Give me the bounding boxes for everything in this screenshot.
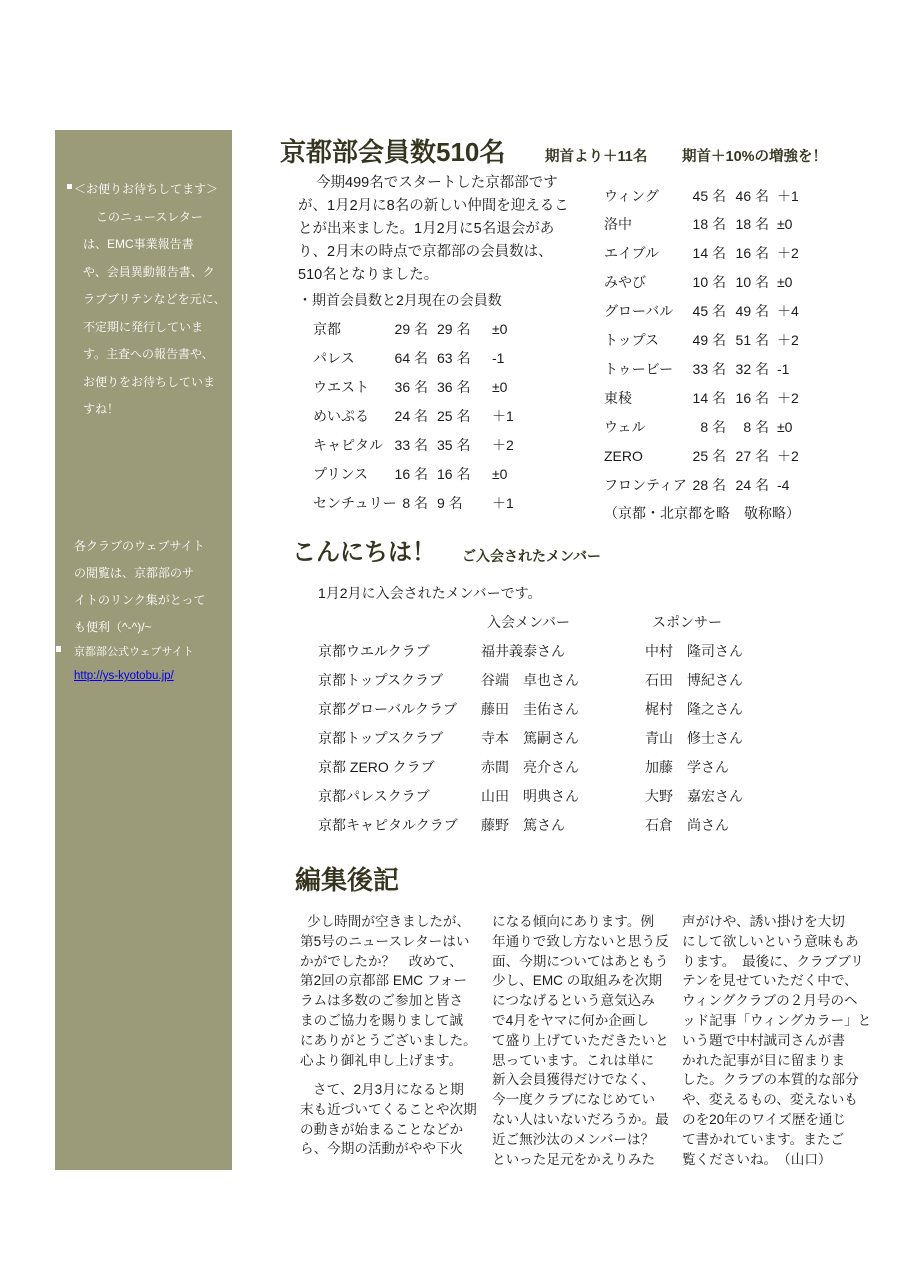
start-count: 45 名 [692,303,726,320]
start-count: 8 名 [402,494,428,511]
start-count: 29 名 [394,320,428,337]
member-change: ＋2 [492,436,514,453]
membership-goal: 期首＋10%の増強を！ [682,149,828,165]
notice-heading-text: ＜お便りお待ちしてます＞ [74,182,219,196]
editorial-line: ります。 最後に、クラブブリ [682,953,864,969]
editorial-line: のを20年のワイズ歴を通じ [682,1111,847,1127]
member-row [318,637,743,666]
editorial-line: した。クラブの本質的な部分 [682,1072,859,1088]
start-count: 36 名 [394,378,428,395]
editorial-line: さて、2月3月になると期 [313,1081,464,1097]
welcome-intro: 1月2月に入会されたメンバーです。 [318,584,542,601]
club-name: ウィング [604,187,659,204]
club-name: ZERO [604,447,643,464]
club-name: ウェル [604,418,646,435]
club-stat-row [313,460,514,489]
start-count: 24 名 [394,407,428,424]
club-stat-row [604,355,800,384]
start-count: 10 名 [692,274,726,291]
editorial-line: 思っています。これは単に [492,1052,655,1068]
editorial-paragraph [300,912,477,1070]
editorial-line: 面、今期についてはあともう [492,953,669,969]
editorial-paragraph [300,1080,477,1159]
sponsor-name: 青山 修士さん [645,729,743,746]
sponsor-name: 石倉 尚さん [645,816,729,833]
table-caption: ・期首会員数と2月現在の会員数 [298,291,502,308]
club-stat-row [313,431,514,460]
member-row [318,724,743,753]
club-name: 京都トップスクラブ [318,671,444,688]
links-line: イトのリンク集がとって [74,592,206,607]
editorial-title: 編集後記 [295,865,400,895]
start-count: 14 名 [692,245,726,262]
member-name: 谷端 卓也さん [481,671,579,688]
new-members-table [318,608,743,840]
editorial-line: て書かれています。またご [682,1131,845,1147]
start-count: 33 名 [692,360,726,377]
member-change: ＋1 [492,494,514,511]
start-count: 25 名 [692,447,726,464]
club-stat-row [604,297,800,326]
editorial-line: にありがとうございました。 [300,1032,477,1048]
intro-line: とが出来ました。1月2月に5名退会があ [298,220,555,237]
editorial-line: いう題で中村誠司さんが書 [682,1032,846,1048]
notice-line: すね！ [83,402,120,416]
start-count: 8 名 [700,418,726,435]
current-count: 16 名 [735,389,769,406]
club-name: 京都トップスクラブ [318,729,444,746]
sponsor-name: 大野 嘉宏さん [645,787,743,804]
editorial-line: 第5号のニュースレターはい [300,933,470,949]
member-change: ±0 [492,320,508,337]
editorial-line: ラムは多数のご参加と皆さ [300,993,463,1009]
intro-line: 今期499名でスタートした京都部です [316,174,558,191]
editorial-line: ら、今期の活動がやや下火 [300,1141,464,1157]
member-name: 藤野 篤さん [481,816,565,833]
club-name: 京都 ZERO クラブ [318,758,435,775]
club-stat-row [604,384,800,413]
current-count: 18 名 [735,216,769,233]
site-link[interactable]: http://ys-kyotobu.jp/ [74,670,174,682]
member-name: 藤田 圭佑さん [481,700,579,717]
column-header-member: 入会メンバー [487,613,571,630]
start-count: 28 名 [692,476,726,493]
bullet-icon [67,184,72,189]
member-row [318,695,743,724]
membership-title: 京都部会員数510名 [280,137,506,167]
club-stat-row [604,326,800,355]
editorial-line: につなげるという意気込み [492,993,655,1009]
notice-heading [67,176,218,204]
member-change: -1 [492,349,505,366]
club-name: トゥービー [604,360,674,377]
club-name: 京都パレスクラブ [318,787,430,804]
member-change: ±0 [777,418,793,435]
member-change: -1 [777,360,790,377]
notice-line: ラブブリテンなどを元に、 [83,292,226,306]
editorial-line: かがでしたか？ 改めて、 [300,953,463,969]
club-stat-row [313,315,514,344]
member-change: ±0 [777,274,793,291]
sponsor-name: 加藤 学さん [645,758,729,775]
welcome-title: こんにちは！ [292,539,436,566]
member-change: -4 [777,476,790,493]
member-name: 赤間 亮介さん [481,758,579,775]
start-count: 18 名 [692,216,726,233]
editorial-line: 心より御礼申し上げます。 [300,1052,463,1068]
current-count: 46 名 [735,187,769,204]
site-label: 京都部公式ウェブサイト [74,646,194,658]
start-count: 16 名 [394,465,428,482]
members-header [318,608,743,637]
club-stat-row [604,182,800,211]
editorial-line: かれた記事が目に留まりま [682,1052,846,1068]
current-count: 10 名 [735,274,769,291]
start-count: 33 名 [394,436,428,453]
notice-line: は、EMC事業報告書 [83,237,194,251]
club-name: キャピタル [313,436,383,453]
current-count: 51 名 [735,332,769,349]
member-change: ＋2 [777,332,799,349]
current-count: 63 名 [437,349,471,366]
editorial-column [492,912,669,1169]
editorial-line: ッド記事「ウィングカラー」と [682,1012,872,1028]
current-count: 27 名 [735,447,769,464]
member-name: 山田 明典さん [481,787,579,804]
sidebar-panel [55,130,232,1170]
club-stat-row [604,471,800,500]
editorial-line: 覧くださいね。 （山口） [682,1151,832,1167]
start-count: 64 名 [394,349,428,366]
member-change: ±0 [777,216,793,233]
membership-intro [298,172,569,287]
editorial-line: テンを見せていただく中で、 [682,973,858,989]
links-line: も便利（^-^)/~ [74,619,152,634]
sponsor-name: 梶村 隆之さん [645,700,743,717]
sponsor-name: 石田 博紀さん [645,671,743,688]
editorial-line: 少し時間が空きましたが、 [307,914,471,929]
notice-line: 不定期に発行していま [83,319,204,334]
notice-body [83,204,226,424]
links-line: 各クラブのウェブサイト [74,538,205,553]
editorial-line: 末も近づいてくることや次期 [300,1101,477,1117]
club-stat-row [313,373,514,402]
current-count: 49 名 [735,303,769,320]
editorial-line: 新入会員獲得だけでなく、 [492,1072,655,1088]
current-count: 16 名 [437,465,471,482]
current-count: 35 名 [437,436,471,453]
current-count: 25 名 [437,407,471,424]
links-body [74,533,206,641]
editorial-line: て盛り上げていただきたいと [492,1032,669,1048]
editorial-line: 少し、EMC の取組みを次期 [492,973,662,989]
member-change: ＋4 [777,303,799,320]
club-stat-row [604,239,800,268]
club-stats-right [604,182,800,529]
notice-line: お便りをお待ちしていま [83,374,216,389]
editorial-line: にして欲しいという意味もあ [682,933,859,949]
club-stat-row [313,344,514,373]
editorial-column [682,912,871,1169]
start-count: 49 名 [692,332,726,349]
editorial-line: 今一度クラブになじめてい [492,1092,656,1108]
club-name: フロンティア [604,476,687,493]
editorial-line: や、変えるもの、変えないも [682,1092,858,1108]
club-name: 洛中 [604,216,632,233]
notice-line: す。主査への報告書や、 [83,347,214,361]
club-name: めいぷる [313,407,369,424]
links-line: の閲覧は、京都部のサ [74,565,195,580]
bullet-icon [56,646,61,652]
membership-growth: 期首より＋11名 [545,149,648,165]
member-row [318,811,743,840]
club-stat-row [313,402,514,431]
editorial-line: といった足元をかえりみた [492,1151,656,1167]
current-count: 16 名 [735,245,769,262]
club-stats-left [313,315,514,518]
table-note: （京都・北京都を略 敬称略） [604,505,800,522]
notice-line: このニュースレター [96,209,203,224]
club-name: センチュリー [313,494,397,511]
current-count: 32 名 [735,360,769,377]
club-name: 京都グローバルクラブ [318,700,458,717]
club-stat-row [604,268,800,297]
editorial-line: 声がけや、誘い掛けを大切 [682,914,845,929]
intro-line: り、2月末の時点で京都部の会員数は、 [298,243,553,260]
member-row [318,782,743,811]
intro-line: 510名となりました。 [298,266,439,283]
sponsor-name: 中村 隆司さん [645,642,743,659]
club-name: パレス [313,349,355,366]
club-name: 東稜 [604,389,632,406]
editorial-line: になる傾向にあります。例 [492,914,655,929]
club-stat-row [604,210,800,239]
club-stat-row [604,413,800,442]
member-change: ＋1 [492,407,514,424]
club-name: ウエスト [313,378,369,395]
club-name: みやび [604,274,646,291]
club-name: グローバル [604,303,674,320]
member-change: ±0 [492,378,508,395]
current-count: 29 名 [437,320,471,337]
member-change: ＋2 [777,447,799,464]
member-change: ＋2 [777,245,799,262]
club-name: エイブル [604,245,660,262]
member-change: ＋2 [777,389,799,406]
member-change: ±0 [492,465,508,482]
editorial-line: 年通りで致し方ないと思う反 [492,933,669,949]
club-stat-row [604,442,800,471]
column-header-sponsor: スポンサー [652,613,722,630]
member-row [318,753,743,782]
club-stat-row [313,489,514,518]
club-name: 京都キャピタルクラブ [318,816,458,833]
editorial-line: ウィングクラブの２月号のヘ [682,993,858,1009]
club-name: プリンス [313,465,369,482]
current-count: 24 名 [735,476,769,493]
editorial-line: で4月をヤマに何か企画し [492,1012,650,1028]
notice-line: や、会員異動報告書、ク [83,264,215,279]
club-name: トップス [604,332,660,349]
member-name: 福井義泰さん [481,642,565,659]
welcome-subtitle: ご入会されたメンバー [462,548,602,564]
member-name: 寺本 篤嗣さん [481,729,579,746]
editorial-line: 第2回の京都部 EMC フォー [300,973,467,989]
intro-line: が、1月2月に8名の新しい仲間を迎えるこ [298,197,569,214]
start-count: 14 名 [692,389,726,406]
current-count: 9 名 [437,494,463,511]
current-count: 36 名 [437,378,471,395]
member-change: ＋1 [777,187,799,204]
club-name: 京都ウエルクラブ [318,642,430,659]
editorial-column [300,912,477,1159]
editorial-line: ない人はいないだろうか。最 [492,1111,669,1127]
editorial-line: 近ご無沙汰のメンバーは？ [492,1131,655,1147]
current-count: 8 名 [743,418,769,435]
club-name: 京都 [313,320,341,337]
editorial-line: まのご協力を賜りまして誠 [300,1012,464,1028]
start-count: 45 名 [692,187,726,204]
editorial-line: の動きが始まることなどか [300,1121,464,1137]
member-row [318,666,743,695]
